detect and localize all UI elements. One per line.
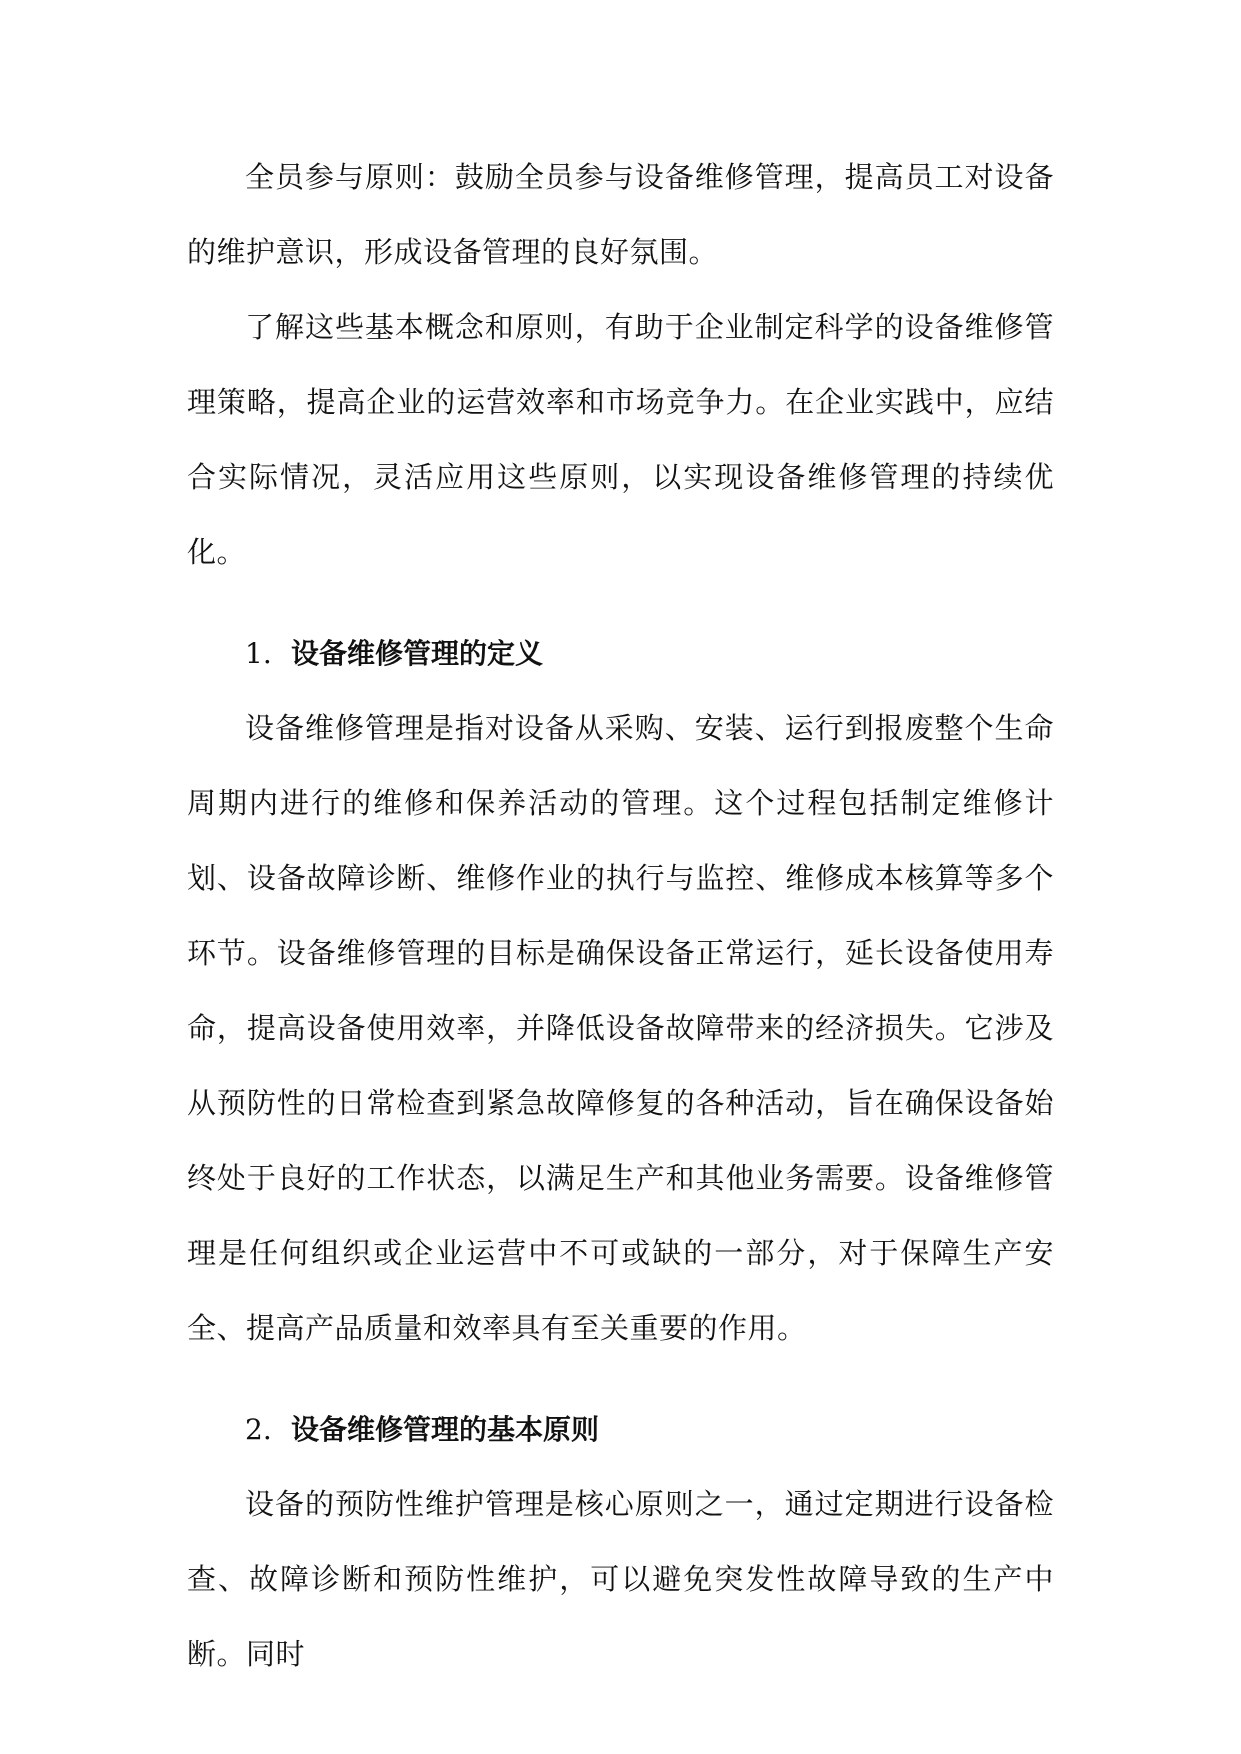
section-title: 设备维修管理的基本原则: [291, 1413, 600, 1446]
section-number: 2.: [245, 1413, 272, 1446]
section-heading-principles: [187, 1392, 1054, 1467]
section-title: 设备维修管理的定义: [291, 637, 544, 670]
section-heading-definition: [187, 616, 1054, 691]
paragraph-definition: 设备维修管理是指对设备从采购、安装、运行到报废整个生命周期内进行的维修和保养活动的管理。这个过程包括制定维修计划、设备故障诊断、维修作业的执行与监控、维修成本核算等多个环节。设备维修管理的目标是确保设备正常运行，延长设备使用寿命，提高设备使用效率，并降低设备故障带来的经济损失。它涉及从预防性的日常检查到紧急故障修复的各种活动，旨在确保设备始终处于良好的工作状态，以满足生产和其他业务需要。设备维修管理是任何组织或企业运营中不可或缺的一部分，对于保障生产安全、提高产品质量和效率具有至关重要的作用。: [187, 711, 1054, 1345]
paragraph-principles: 设备的预防性维护管理是核心原则之一，通过定期进行设备检查、故障诊断和预防性维护，可以避免突发性故障导致的生产中断。同时: [187, 1487, 1054, 1671]
section-number: 1.: [245, 637, 272, 670]
document-body: [187, 140, 1054, 1692]
paragraph-participation-principle: 全员参与原则：鼓励全员参与设备维修管理，提高员工对设备的维护意识，形成设备管理的良好氛围。: [187, 160, 1054, 269]
paragraph-summary: 了解这些基本概念和原则，有助于企业制定科学的设备维修管理策略，提高企业的运营效率和市场竞争力。在企业实践中，应结合实际情况，灵活应用这些原则，以实现设备维修管理的持续优化。: [187, 310, 1054, 569]
